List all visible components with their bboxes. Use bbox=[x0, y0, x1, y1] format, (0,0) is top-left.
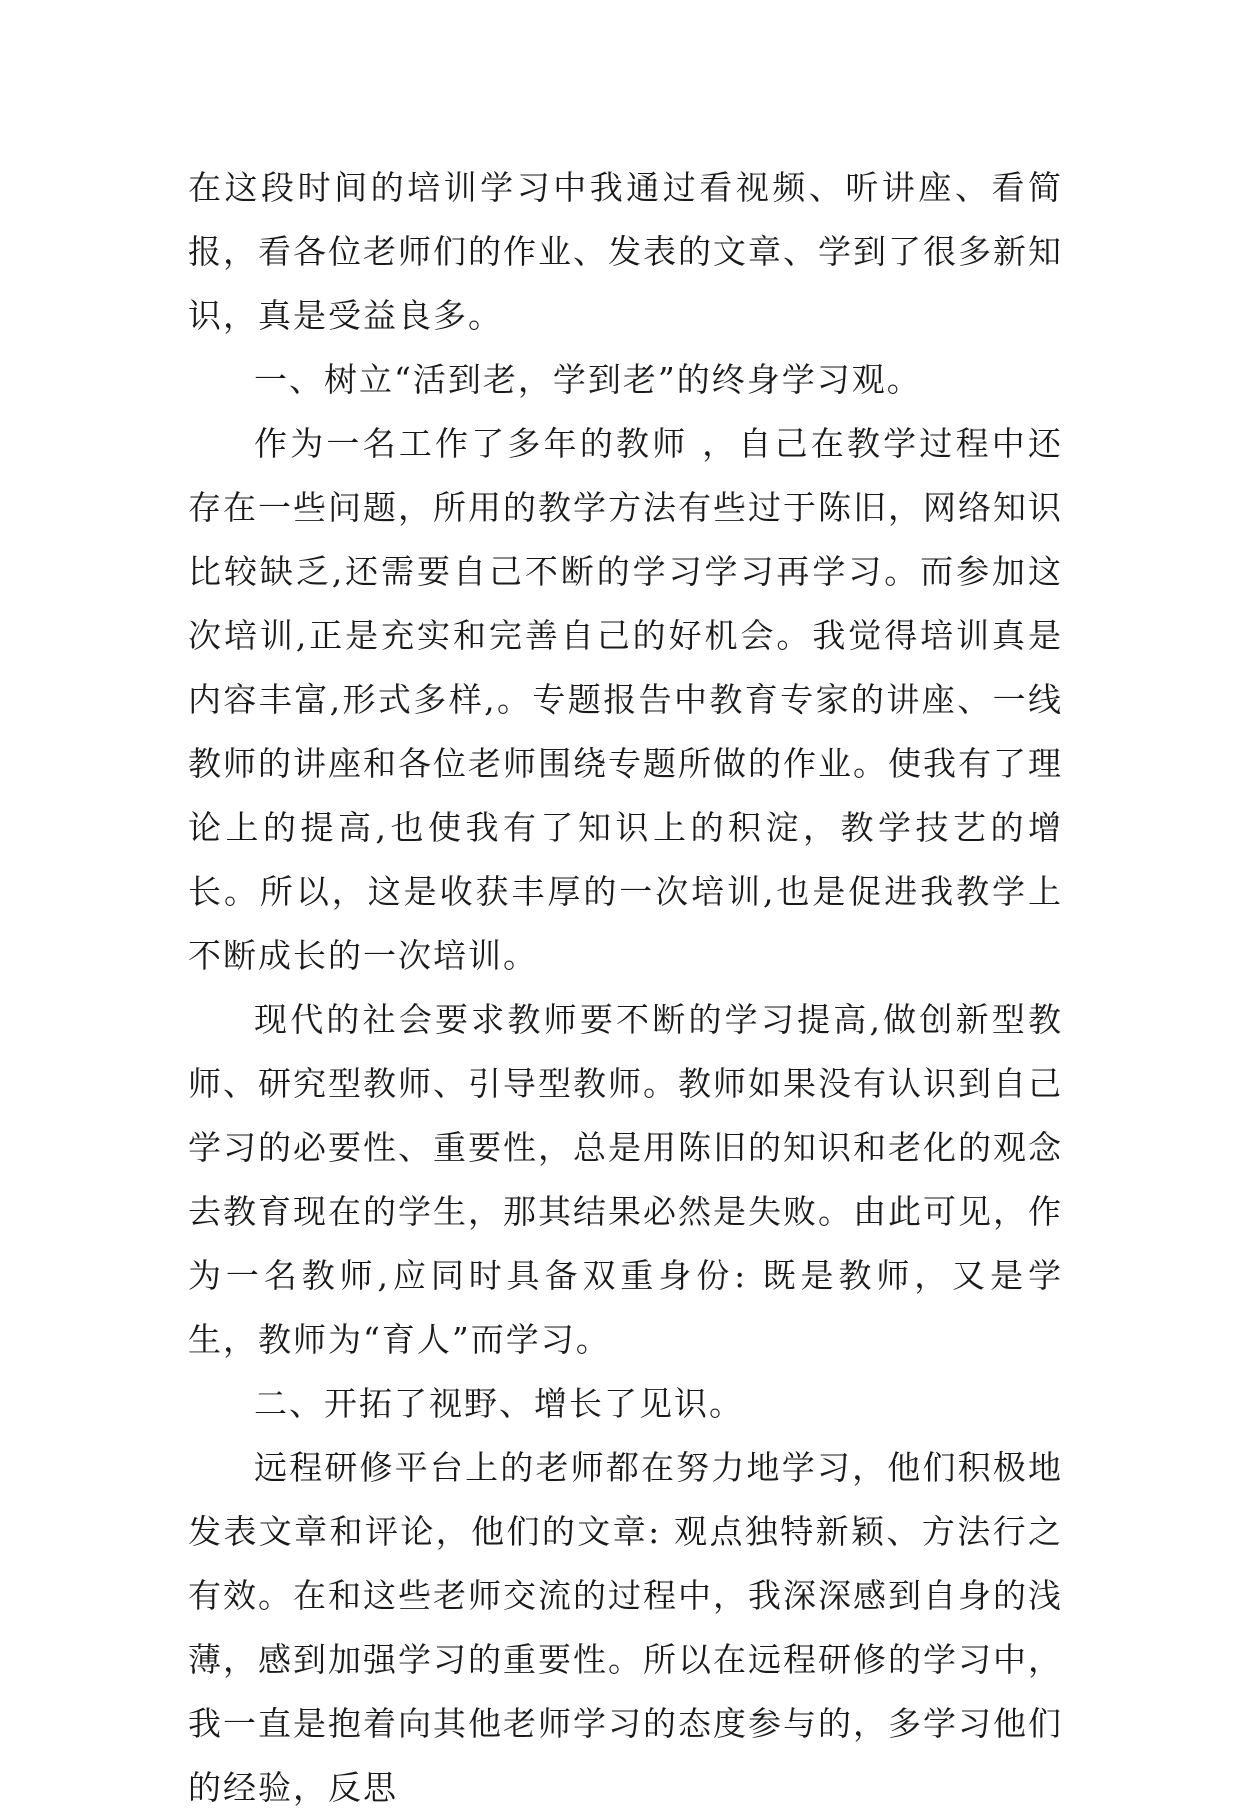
body-paragraph: 作为一名工作了多年的教师 ，自己在教学过程中还存在一些问题，所用的教学方法有些过于陈旧，网络知识比较缺乏,还需要自己不断的学习学习再学习。而参加这次培训,正是充实和完善自己的好机会。我觉得培训真是内容丰富,形式多样,。专题报告中教育专家的讲座、一线教师的讲座和各位老师围绕专题所做的作业。使我有了理论上的提高,也使我有了知识上的积淀，教学技艺的增长。所以，这是收获丰厚的一次培训,也是促进我教学上不断成长的一次培训。 bbox=[188, 424, 1063, 975]
section-heading-one: 一、树立“活到老，学到老”的终身学习观。 bbox=[254, 360, 922, 399]
section-heading-two: 二、开拓了视野、增长了见识。 bbox=[254, 1384, 744, 1423]
document-body bbox=[188, 156, 1063, 1820]
body-paragraph: 现代的社会要求教师要不断的学习提高,做创新型教师、研究型教师、引导型教师。教师如果没有认识到自己学习的必要性、重要性，总是用陈旧的知识和老化的观念去教育现在的学生，那其结果必然是失败。由此可见，作为一名教师,应同时具备双重身份: 既是教师，又是学生，教师为“育人”而学习。 bbox=[188, 1000, 1063, 1359]
body-paragraph: 远程研修平台上的老师都在努力地学习，他们积极地发表文章和评论，他们的文章: 观点独特新颖、方法行之有效。在和这些老师交流的过程中，我深深感到自身的浅薄，感到加强学习的重要性。所以在远程研修的学习中，我一直是抱着向其他老师学习的态度参与的，多学习他们的经验，反思 bbox=[188, 1448, 1063, 1807]
intro-paragraph: 在这段时间的培训学习中我通过看视频、听讲座、看简报，看各位老师们的作业、发表的文章、学到了很多新知识，真是受益良多。 bbox=[188, 168, 1063, 335]
